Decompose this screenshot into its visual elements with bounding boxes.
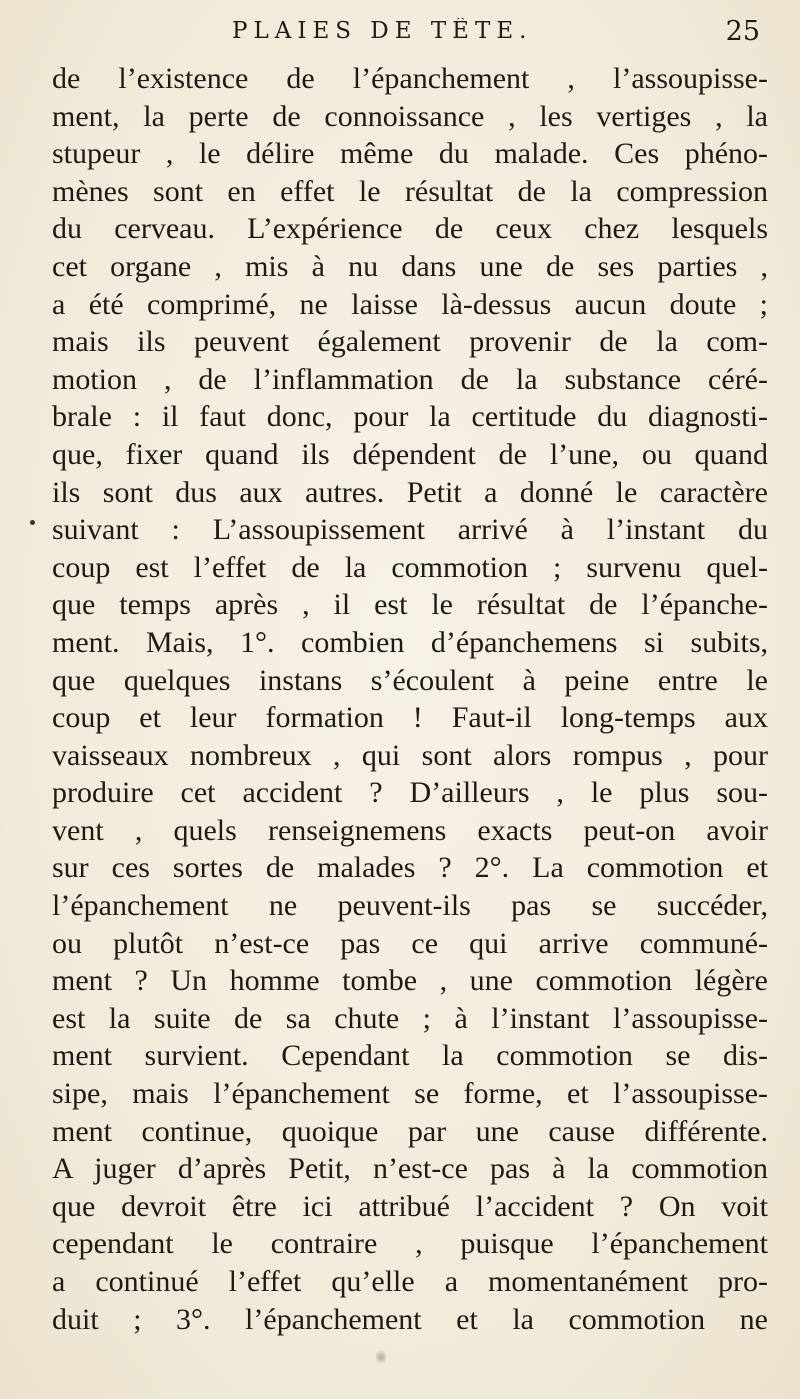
- text-line: sur ces sortes de malades ? 2°. La commotion et: [52, 851, 768, 885]
- text-line: que devroit être ici attribué l’accident ? On voit: [52, 1189, 768, 1223]
- text-line: ment ? Un homme tombe , une commotion légère: [52, 964, 768, 998]
- text-line: vaisseaux nombreux , qui sont alors rompus , pour: [52, 738, 768, 772]
- text-line: ment continue, quoique par une cause différente.: [52, 1114, 768, 1148]
- text-line: ment, la perte de connoissance , les vertiges , la: [52, 99, 768, 133]
- text-line: l’épanchement ne peuvent-ils pas se succéder,: [52, 889, 768, 923]
- text-line: du cerveau. L’expérience de ceux chez lesquels: [52, 212, 768, 246]
- text-line: A juger d’après Petit, n’est-ce pas à la commotion: [52, 1152, 768, 1186]
- ink-stain: [376, 1348, 386, 1366]
- text-line: suivant : L’assoupissement arrivé à l’instant du: [52, 513, 768, 547]
- text-line: duit ; 3°. l’épanchement et la commotion ne: [52, 1302, 768, 1336]
- text-line: ment survient. Cependant la commotion se dis-: [52, 1039, 768, 1073]
- text-line: cet organe , mis à nu dans une de ses parties ,: [52, 249, 768, 283]
- text-line: que, fixer quand ils dépendent de l’une, ou quand: [52, 437, 768, 471]
- text-line: ment. Mais, 1°. combien d’épanchemens si subits,: [52, 625, 768, 659]
- text-line: ou plutôt n’est-ce pas ce qui arrive communé-: [52, 926, 768, 960]
- text-line: produire cet accident ? D’ailleurs , le plus sou-: [52, 776, 768, 810]
- text-line: cependant le contraire , puisque l’épanchement: [52, 1227, 768, 1261]
- text-line: vent , quels renseignemens exacts peut-on avoir: [52, 813, 768, 847]
- page-number: 25: [725, 16, 760, 47]
- text-line: a continué l’effet qu’elle a momentanément pro-: [52, 1265, 768, 1298]
- text-line: que temps après , il est le résultat de l’épanche-: [52, 588, 768, 622]
- text-line: coup est l’effet de la commotion ; survenu quel-: [52, 550, 768, 584]
- text-line: ils sont dus aux autres. Petit a donné le caractère: [52, 475, 768, 509]
- text-line: a été comprimé, ne laisse là-dessus aucun doute ;: [52, 287, 768, 321]
- text-line: motion , de l’inflammation de la substance céré-: [52, 362, 768, 396]
- running-header: PLAIES DE TÊTE.: [232, 18, 533, 44]
- text-line: de l’existence de l’épanchement , l’assoupisse-: [52, 62, 768, 95]
- text-line: sipe, mais l’épanchement se forme, et l’assoupisse-: [52, 1077, 768, 1111]
- text-line: est la suite de sa chute ; à l’instant l’assoupisse-: [52, 1001, 768, 1035]
- body-text: [52, 60, 768, 1338]
- text-line: coup et leur formation ! Faut-il long-temps aux: [52, 701, 768, 735]
- text-line: que quelques instans s’écoulent à peine entre le: [52, 663, 768, 697]
- text-line: brale : il faut donc, pour la certitude du diagnosti-: [52, 400, 768, 434]
- text-line: stupeur , le délire même du malade. Ces phéno-: [52, 137, 768, 171]
- margin-mark: [30, 520, 35, 525]
- text-line: mènes sont en effet le résultat de la compression: [52, 174, 768, 208]
- text-line: mais ils peuvent également provenir de la com-: [52, 325, 768, 359]
